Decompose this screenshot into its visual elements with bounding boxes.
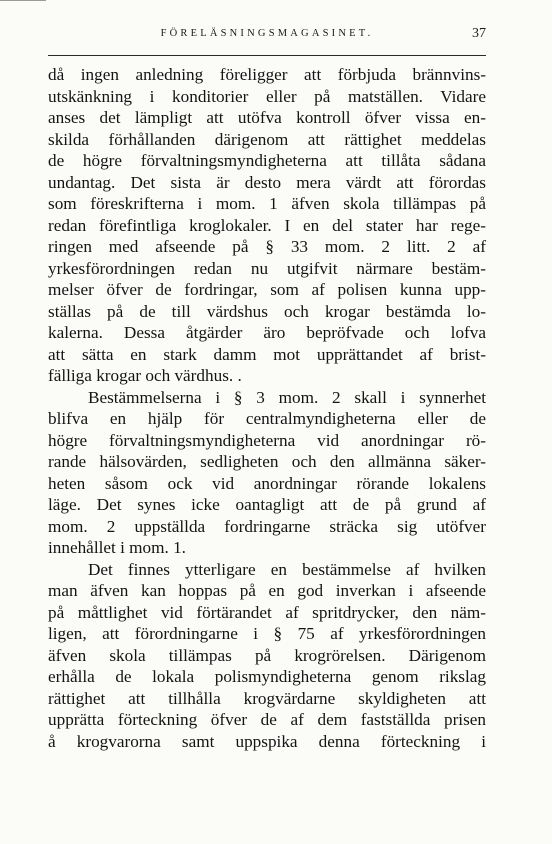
text-line: utskänkning i konditorier eller på matställen. Vidare (48, 86, 486, 106)
page-number: 37 (472, 26, 486, 41)
text-line: Det finnes ytterligare en bestämmelse af hvilken (88, 559, 486, 579)
header-rule (48, 55, 486, 56)
text-line: att sätta en stark damm mot upprättandet af brist- (48, 344, 486, 364)
text-line: då ingen anledning föreligger att förbjuda brännvins- (48, 65, 486, 84)
text-line: skilda förhållanden därigenom att rättighet meddelas (48, 129, 486, 149)
paragraph-3 (48, 559, 486, 753)
text-line: fälliga krogar och värdhus. . (48, 366, 242, 385)
text-line: äfven skola tillämpas på krogrörelsen. Därigenom (48, 645, 486, 665)
text-line: upprätta förteckning öfver de af dem fastställda prisen (48, 710, 486, 729)
text-line: högre förvaltningsmyndigheterna vid anordningar rö- (48, 430, 486, 450)
body-text (48, 64, 486, 752)
scan-edge-line (0, 0, 46, 1)
text-line: å krogvarorna samt uppspika denna förteckning i (48, 731, 486, 751)
text-line: på måttlighet vid förtärandet af spritdrycker, den näm- (48, 602, 486, 622)
text-line: heten såsom ock vid anordningar rörande lokalens (48, 473, 486, 493)
text-line: erhålla de lokala polismyndigheterna genom rikslag (48, 667, 486, 686)
text-line: rättighet att tillhålla krogvärdarne skyldigheten att (48, 688, 486, 708)
text-line: innehållet i mom. 1. (48, 538, 186, 557)
text-line: yrkesförordningen redan nu utgifvit närmare bestäm- (48, 258, 486, 278)
running-title: FÖRELÄSNINGSMAGASINET. (160, 28, 374, 39)
text-line: rande hälsovärden, sedligheten och den allmänna säker- (48, 452, 486, 471)
text-line: ligen, att förordningarne i § 75 af yrkesförordningen (48, 624, 486, 643)
text-line: kalerna. Dessa åtgärder äro bepröfvade och lofva (48, 323, 486, 342)
text-line: Bestämmelserna i § 3 mom. 2 skall i synnerhet (88, 387, 486, 407)
text-line: melser öfver de fordringar, som af polisen kunna upp- (48, 280, 486, 299)
text-line: läge. Det synes icke oantagligt att de på grund af (48, 495, 486, 514)
text-line: de högre förvaltningsmyndigheterna att tillåta sådana (48, 151, 486, 170)
text-line: undantag. Det sista är desto mera värdt att förordas (48, 172, 486, 192)
text-line: redan förefintliga kroglokaler. I en del stater har rege- (48, 215, 486, 235)
text-line: mom. 2 uppställda fordringarne sträcka sig utöfver (48, 516, 486, 536)
paragraph-2 (48, 387, 486, 559)
text-line: ställas på de till värdshus och krogar bestämda lo- (48, 301, 486, 321)
text-line: ringen med afseende på § 33 mom. 2 litt. 2 af (48, 237, 486, 256)
text-line: som föreskrifterna i mom. 1 äfven skola tillämpas på (48, 194, 486, 213)
text-line: anses det lämpligt att utöfva kontroll öfver vissa en- (48, 108, 486, 127)
text-line: blifva en hjälp för centralmyndigheterna eller de (48, 409, 486, 428)
page-header (48, 28, 486, 44)
text-line: man äfven kan hoppas på en god inverkan i afseende (48, 581, 486, 600)
paragraph-1 (48, 64, 486, 387)
